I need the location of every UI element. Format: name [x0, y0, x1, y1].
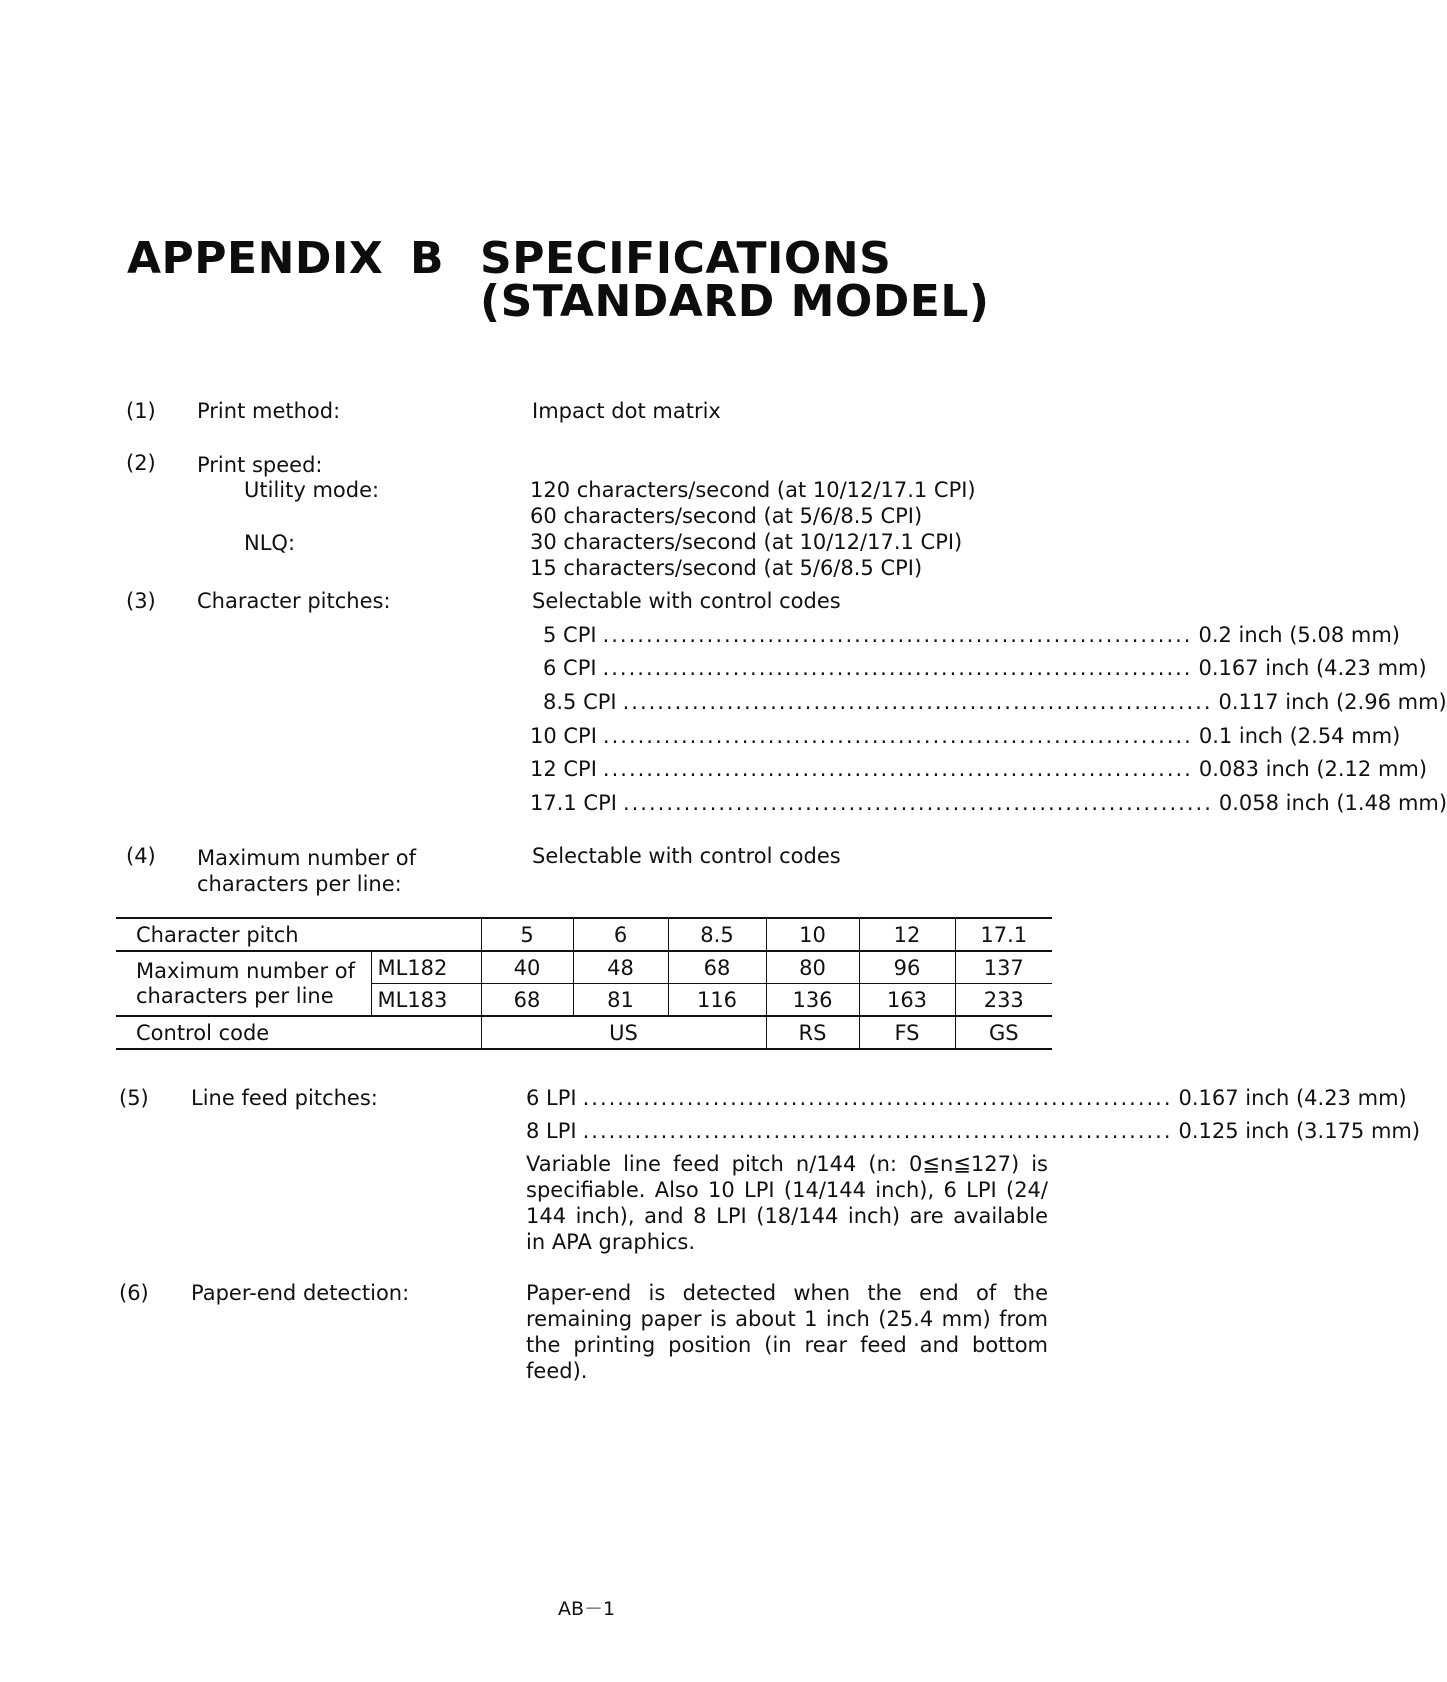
pitch-value: 0.167 inch (4.23 mm)	[1198, 656, 1427, 680]
table-row	[116, 918, 1052, 951]
pitch-cell: 17.1	[955, 918, 1052, 951]
character-pitches-intro: Selectable with control codes	[532, 589, 841, 613]
value-cell: 116	[668, 984, 766, 1017]
max-chars-table	[116, 917, 1052, 1050]
pitch-row: 8.5 CPI .................................................................... 0.117 inch (2.96 mm)	[543, 690, 1447, 714]
appendix-label: APPENDIX	[127, 233, 384, 284]
nlq-speed-line: 30 characters/second (at 10/12/17.1 CPI)	[530, 530, 963, 554]
paper-end-label: Paper-end detection:	[191, 1281, 410, 1305]
value-cell: 80	[766, 951, 859, 984]
pitch-row: 12 CPI .................................................................... 0.083 inch (2.12 mm)	[530, 757, 1428, 781]
table-row	[116, 1016, 1052, 1049]
page-title-line1: SPECIFICATIONS	[480, 233, 892, 284]
value-cell: 137	[955, 951, 1052, 984]
model-cell: ML182	[371, 951, 481, 984]
pitch-name: 10 CPI	[530, 724, 597, 748]
lpi-name: 6 LPI	[526, 1086, 577, 1110]
control-code-cell: FS	[859, 1016, 955, 1049]
pitch-row: 10 CPI .................................................................... 0.1 inch (2.54 mm)	[530, 724, 1401, 748]
item-number: (4)	[126, 844, 156, 868]
pitch-name: 6 CPI	[543, 656, 597, 680]
control-code-cell: US	[481, 1016, 766, 1049]
pitch-name: 17.1 CPI	[530, 791, 617, 815]
page-number: AB－1	[558, 1598, 616, 1620]
character-pitches-label: Character pitches:	[197, 589, 391, 613]
item-number: (3)	[126, 589, 156, 613]
page-title-line2: (STANDARD MODEL)	[480, 276, 990, 327]
pitch-row: 17.1 CPI .................................................................... 0.058 inch (1.48 mm)	[530, 791, 1447, 815]
lpi-name: 8 LPI	[526, 1119, 577, 1143]
pitch-value: 0.083 inch (2.12 mm)	[1198, 757, 1428, 781]
pitch-value: 0.2 inch (5.08 mm)	[1198, 623, 1400, 647]
max-chars-label-line2: characters per line:	[197, 872, 402, 896]
max-chars-label-line1: Maximum number of	[197, 846, 417, 870]
print-method-value: Impact dot matrix	[532, 399, 721, 423]
control-code-cell: GS	[955, 1016, 1052, 1049]
control-code-cell: RS	[766, 1016, 859, 1049]
print-speed-label: Print speed:	[197, 453, 323, 477]
max-label-line2: characters per line	[136, 983, 334, 1008]
control-code-label-cell: Control code	[116, 1016, 481, 1049]
lpi-row: 8 LPI .................................................................... 0.125 inch (3.175 mm)	[526, 1119, 1421, 1143]
value-cell: 233	[955, 984, 1052, 1017]
value-cell: 136	[766, 984, 859, 1017]
pitch-cell: 6	[573, 918, 668, 951]
pitch-cell: 5	[481, 918, 573, 951]
utility-speed-line: 60 characters/second (at 5/6/8.5 CPI)	[530, 504, 923, 528]
value-cell: 40	[481, 951, 573, 984]
item-number: (5)	[119, 1086, 149, 1110]
max-label-line1: Maximum number of	[136, 958, 356, 983]
pitch-cell: 10	[766, 918, 859, 951]
pitch-name: 5 CPI	[543, 623, 597, 647]
item-number: (6)	[119, 1281, 149, 1305]
pitch-row: 5 CPI .................................................................... 0.2 inch (5.08 mm)	[543, 623, 1400, 647]
model-cell: ML183	[371, 984, 481, 1017]
item-number: (1)	[126, 399, 156, 423]
max-label-cell	[116, 951, 371, 1016]
pitch-name: 12 CPI	[530, 757, 597, 781]
nlq-label: NLQ:	[244, 531, 296, 555]
value-cell: 81	[573, 984, 668, 1017]
utility-speed-line: 120 characters/second (at 10/12/17.1 CPI)	[530, 478, 976, 502]
value-cell: 96	[859, 951, 955, 984]
pitch-name: 8.5 CPI	[543, 690, 617, 714]
value-cell: 163	[859, 984, 955, 1017]
line-feed-note: Variable line feed pitch n/144 (n: 0≦n≦127) is specifiable. Also 10 LPI (14/144 inch), 6 LPI (24/ 144 inch), and 8 LPI (18/144 inch) are available in APA graphics.	[526, 1152, 1048, 1254]
lpi-row: 6 LPI .................................................................... 0.167 inch (4.23 mm)	[526, 1086, 1407, 1110]
print-method-label: Print method:	[197, 399, 341, 423]
pitch-cell: 8.5	[668, 918, 766, 951]
paper-end-value: Paper-end is detected when the end of the remaining paper is about 1 inch (25.4 mm) from the printing position (in rear feed and bottom feed).	[526, 1281, 1048, 1383]
value-cell: 68	[481, 984, 573, 1017]
max-chars-value: Selectable with control codes	[532, 844, 841, 868]
item-number: (2)	[126, 451, 156, 475]
appendix-letter: B	[410, 233, 445, 284]
lpi-value: 0.167 inch (4.23 mm)	[1178, 1086, 1407, 1110]
line-feed-label: Line feed pitches:	[191, 1086, 378, 1110]
pitch-value: 0.117 inch (2.96 mm)	[1218, 690, 1447, 714]
value-cell: 68	[668, 951, 766, 984]
utility-mode-label: Utility mode:	[244, 478, 380, 502]
pitch-row: 6 CPI .................................................................... 0.167 inch (4.23 mm)	[543, 656, 1427, 680]
pitch-value: 0.058 inch (1.48 mm)	[1218, 791, 1447, 815]
nlq-speed-line: 15 characters/second (at 5/6/8.5 CPI)	[530, 556, 923, 580]
pitch-cell: 12	[859, 918, 955, 951]
value-cell: 48	[573, 951, 668, 984]
table-row	[116, 951, 1052, 984]
pitch-header-cell: Character pitch	[116, 918, 481, 951]
lpi-value: 0.125 inch (3.175 mm)	[1178, 1119, 1421, 1143]
pitch-value: 0.1 inch (2.54 mm)	[1198, 724, 1401, 748]
